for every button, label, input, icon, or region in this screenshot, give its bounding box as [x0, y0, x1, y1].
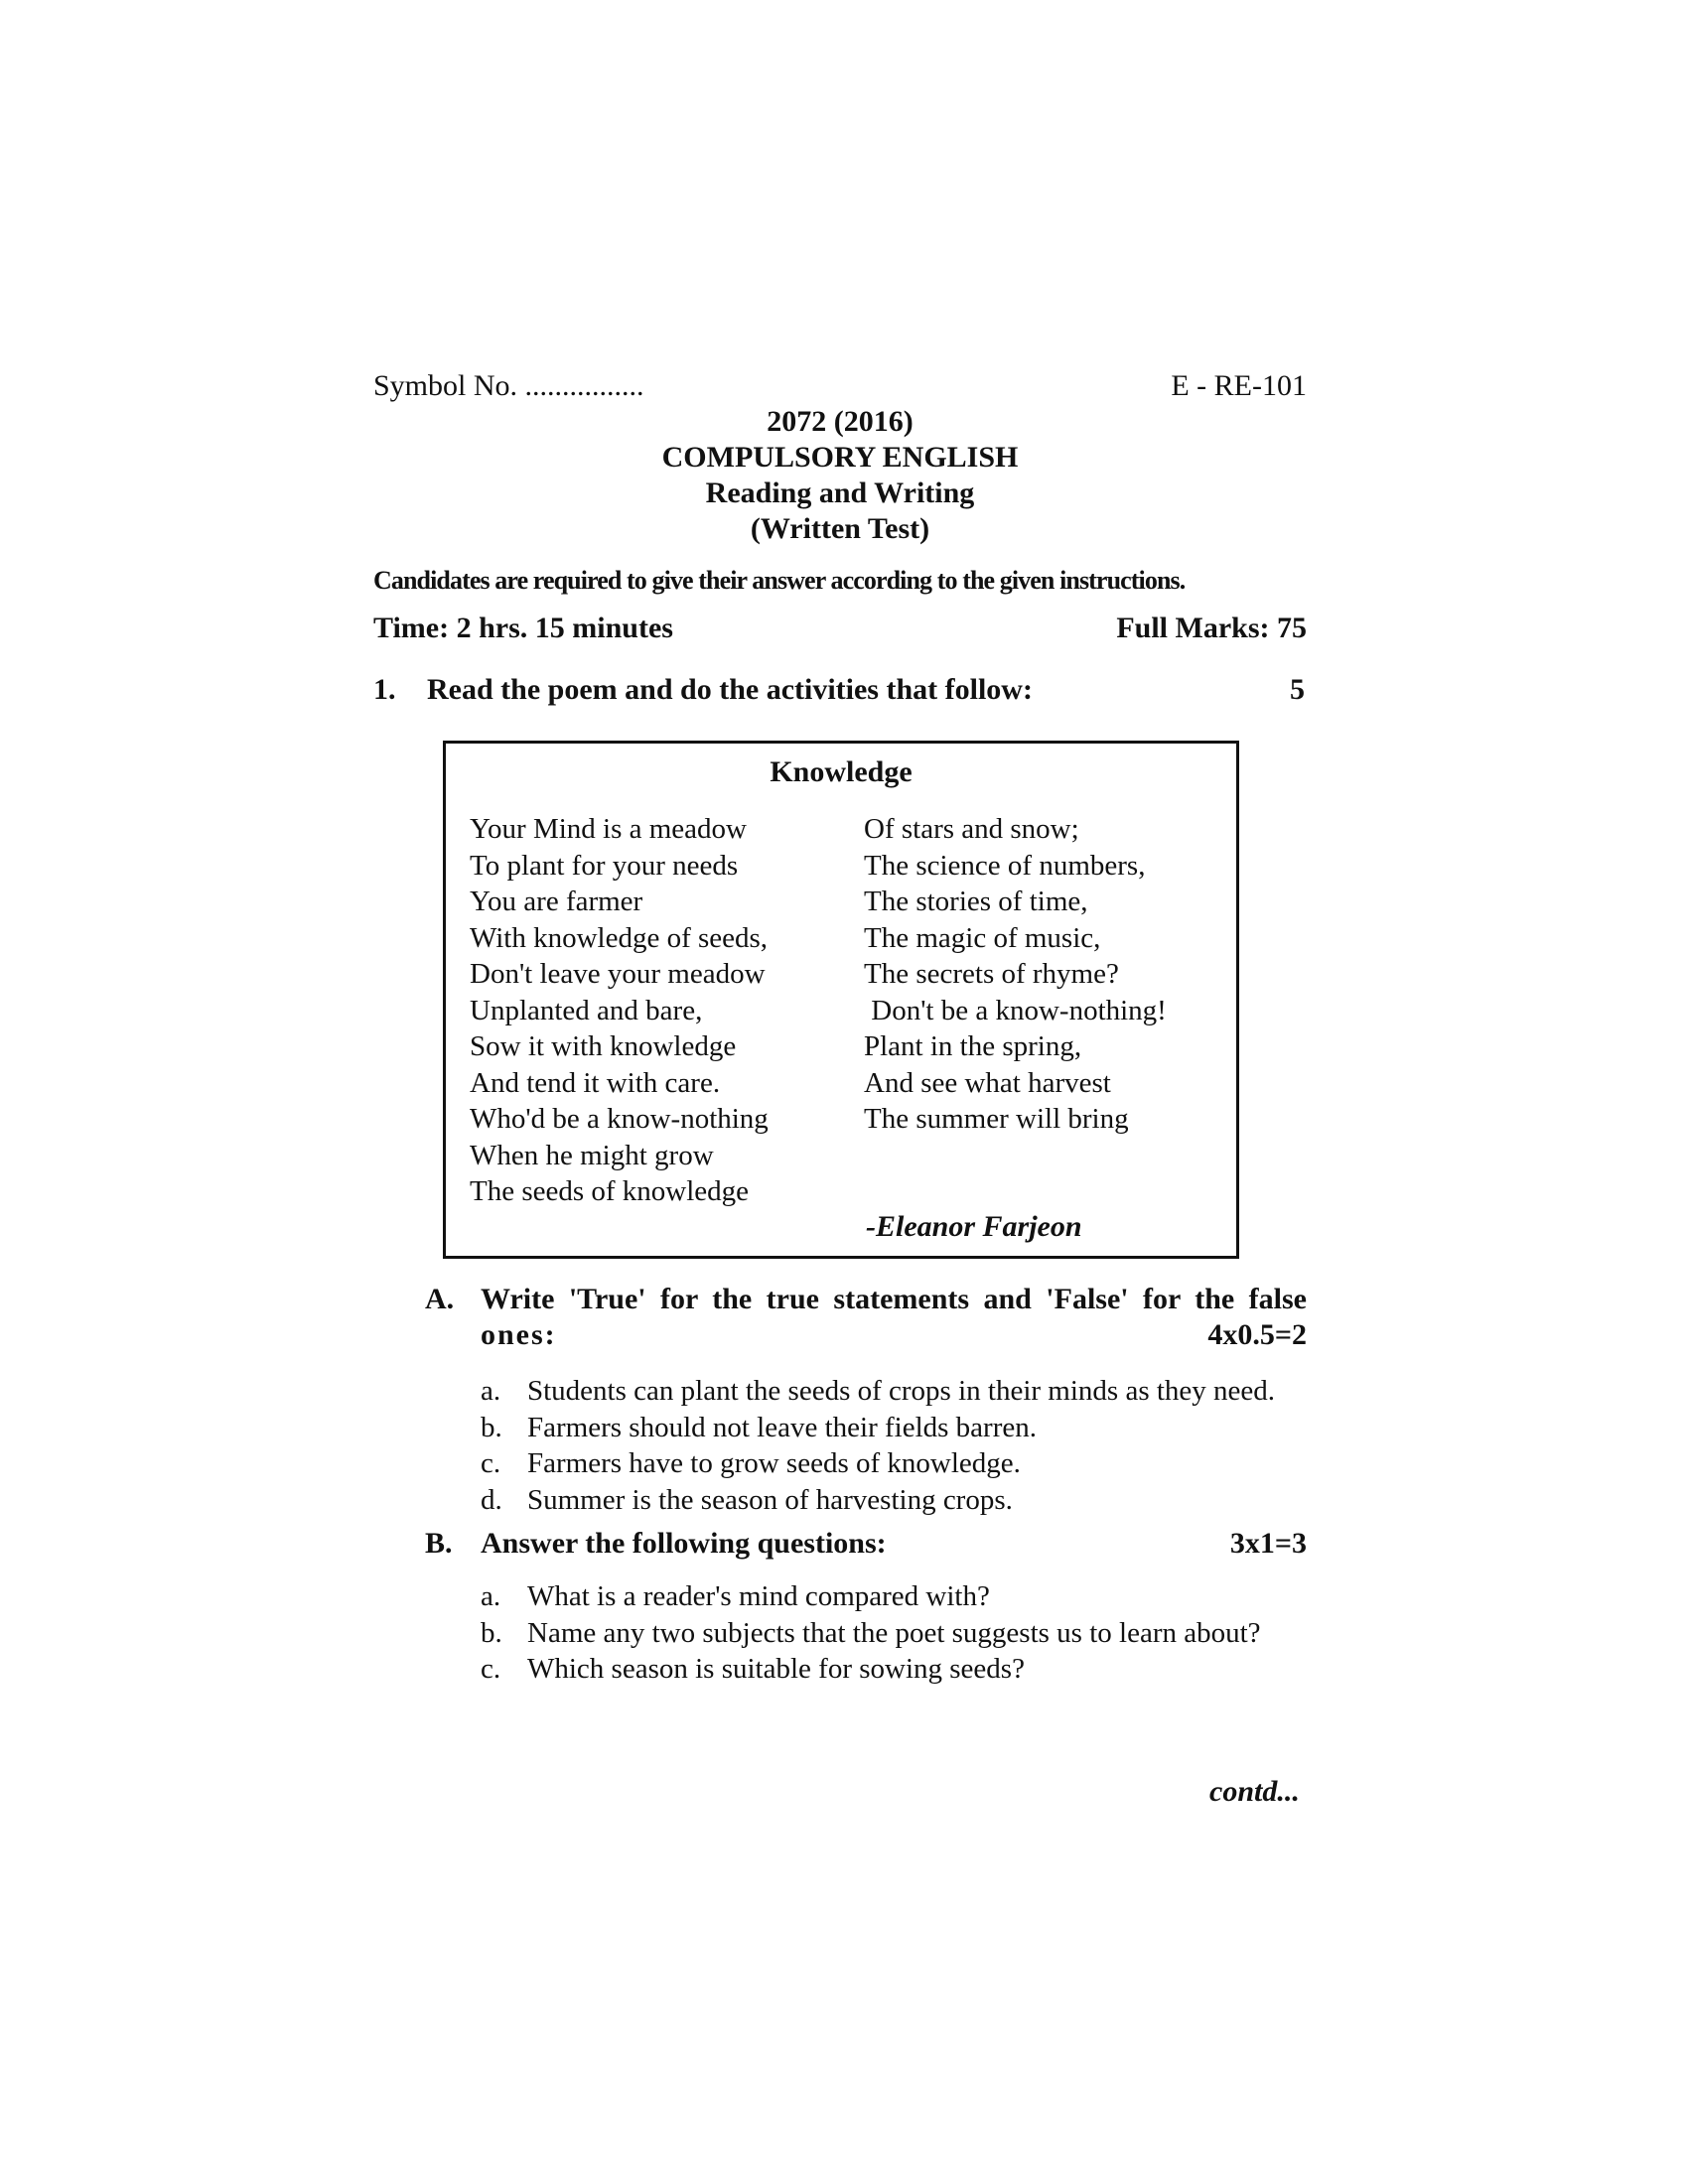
poem-line: Who'd be a know-nothing: [470, 1103, 769, 1135]
poem-line: The stories of time,: [864, 886, 1088, 917]
paper-title: Reading and Writing: [705, 477, 975, 509]
section-b-letter: B.: [425, 1527, 453, 1560]
poem-column-right: [864, 811, 1167, 1138]
symbol-number: Symbol No. ................: [373, 369, 644, 402]
section-a-heading-cont: ones:: [481, 1318, 557, 1351]
poem-box: [443, 741, 1239, 1259]
item-label: a.: [481, 1375, 501, 1407]
item-text: Farmers have to grow seeds of knowledge.: [527, 1447, 1021, 1480]
paper-code: E - RE-101: [1171, 369, 1307, 402]
poem-line: Unplanted and bare,: [470, 994, 703, 1026]
poem-line: Don't leave your meadow: [470, 958, 766, 990]
poem-title: Knowledge: [770, 755, 913, 788]
item-label: c.: [481, 1653, 501, 1686]
item-text: Summer is the season of harvesting crops.: [527, 1484, 1013, 1517]
poem-line: Plant in the spring,: [864, 1030, 1082, 1062]
poem-line: Sow it with knowledge: [470, 1030, 737, 1062]
poem-author: -Eleanor Farjeon: [866, 1210, 1082, 1243]
poem-line: When he might grow: [470, 1139, 714, 1171]
poem-line: The summer will bring: [864, 1103, 1129, 1135]
exam-year: 2072 (2016): [767, 405, 914, 438]
candidate-instruction: Candidates are required to give their answer according to the given instructions.: [373, 566, 1186, 595]
item-label: b.: [481, 1616, 502, 1649]
section-b-marks: 3x1=3: [1229, 1527, 1307, 1560]
poem-line: The seeds of knowledge: [470, 1175, 750, 1207]
time-allowed: Time: 2 hrs. 15 minutes: [373, 612, 673, 644]
poem-line: With knowledge of seeds,: [470, 921, 769, 954]
poem-line: And see what harvest: [864, 1066, 1111, 1099]
poem-line: The science of numbers,: [864, 849, 1146, 882]
item-label: a.: [481, 1580, 501, 1612]
section-a-heading: Write 'True' for the true statements and 'False' for the false: [481, 1283, 1307, 1315]
continued-note: contd...: [1209, 1775, 1300, 1808]
subject-title: COMPULSORY ENGLISH: [661, 441, 1019, 474]
poem-line: You are farmer: [470, 886, 643, 917]
item-text: Students can plant the seeds of crops in their minds as they need.: [527, 1375, 1276, 1407]
poem-line: Of stars and snow;: [864, 813, 1079, 845]
poem-line: And tend it with care.: [470, 1066, 721, 1099]
section-b-heading: Answer the following questions:: [481, 1527, 887, 1560]
item-label: d.: [481, 1484, 502, 1517]
section-a-marks: 4x0.5=2: [1207, 1318, 1307, 1351]
item-text: Farmers should not leave their fields barren.: [527, 1411, 1037, 1443]
section-a-letter: A.: [425, 1283, 455, 1315]
question-number: 1.: [373, 673, 396, 706]
poem-line: The magic of music,: [864, 921, 1101, 954]
question-marks: 5: [1290, 673, 1305, 706]
poem-line: Your Mind is a meadow: [470, 813, 747, 845]
item-text: Name any two subjects that the poet suggests us to learn about?: [527, 1616, 1261, 1649]
full-marks: Full Marks: 75: [1116, 612, 1307, 644]
item-label: b.: [481, 1411, 502, 1443]
poem-line: Don't be a know-nothing!: [864, 994, 1167, 1026]
item-label: c.: [481, 1447, 501, 1480]
poem-line: The secrets of rhyme?: [864, 958, 1119, 990]
item-text: Which season is suitable for sowing seeds?: [527, 1653, 1025, 1686]
question-text: Read the poem and do the activities that follow:: [427, 673, 1033, 706]
test-type: (Written Test): [750, 512, 930, 545]
poem-line: To plant for your needs: [470, 849, 739, 882]
poem-column-left: [470, 811, 769, 1210]
item-text: What is a reader's mind compared with?: [527, 1580, 990, 1612]
